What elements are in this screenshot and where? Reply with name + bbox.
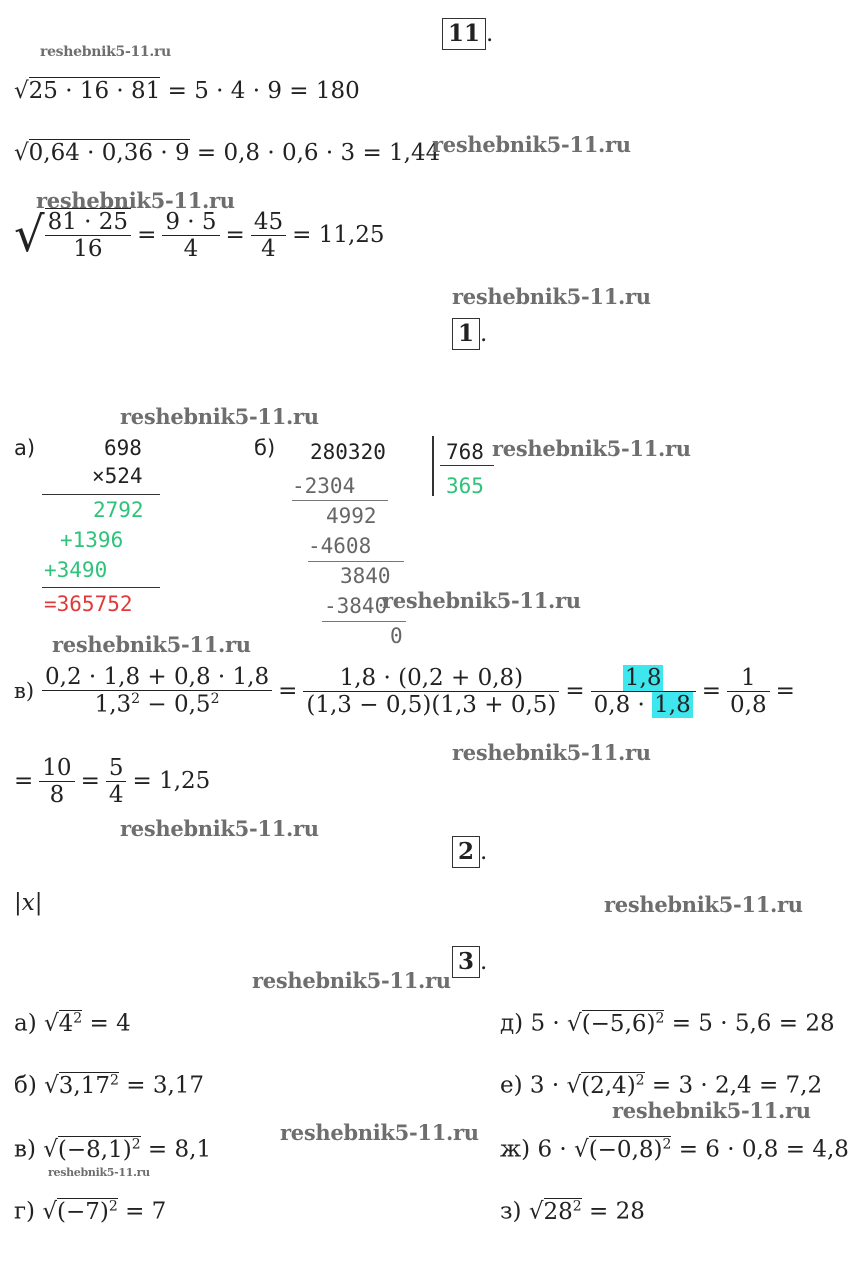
watermark: reshebnik5-11.ru xyxy=(382,588,581,613)
watermark: reshebnik5-11.ru xyxy=(492,436,691,461)
exponent: 2 xyxy=(572,1198,582,1214)
eq-11-1: √25 · 16 · 81 = 5 · 4 · 9 = 180 xyxy=(14,78,360,104)
equals-sign: = xyxy=(225,222,245,248)
item-radicand xyxy=(58,1136,141,1163)
watermark: reshebnik5-11.ru xyxy=(120,816,319,841)
part-v-line-2 xyxy=(14,746,210,816)
part-v-frac6 xyxy=(106,755,127,808)
frac-denominator: 0,8 xyxy=(730,691,767,718)
equals-sign: = xyxy=(137,222,157,248)
eq-11-2-radicand: 0,64 · 0,36 · 9 xyxy=(28,140,190,166)
item-letter: д) xyxy=(500,1010,524,1037)
mult-operand-1: 698 xyxy=(104,436,142,460)
item-result: = 3 · 2,4 = 7,2 xyxy=(651,1072,823,1099)
mult-line-2 xyxy=(42,587,160,588)
sec3-item-g xyxy=(14,1198,166,1225)
item-prefix: 3 · xyxy=(529,1072,567,1099)
mult-partial-2: +1396 xyxy=(60,528,124,552)
eq-11-3-result: = 11,25 xyxy=(292,222,385,248)
mult-line-1 xyxy=(42,494,160,495)
item-radicand xyxy=(581,1072,644,1099)
section-2-heading xyxy=(452,836,487,868)
radicand-base: (−8,1) xyxy=(57,1136,132,1163)
item-letter: ж) xyxy=(500,1136,531,1163)
exponent: 2 xyxy=(131,1136,141,1152)
frac-denominator: 8 xyxy=(49,781,65,808)
item-letter: а) xyxy=(14,1010,37,1037)
section-2-content: |x| xyxy=(14,890,43,916)
frac-denominator xyxy=(591,692,696,718)
division-dividend: 280320 xyxy=(310,440,386,464)
item-letter: в) xyxy=(14,1136,36,1163)
part-v-frac4 xyxy=(727,665,770,718)
division-bracket-vertical xyxy=(432,436,434,496)
frac-denominator xyxy=(42,691,272,718)
item-result: = 4 xyxy=(89,1010,131,1037)
part-v-result: = 1,25 xyxy=(132,768,211,794)
frac-denominator: 4 xyxy=(108,781,124,808)
radical-icon: √ xyxy=(528,1198,544,1225)
watermark: reshebnik5-11.ru xyxy=(432,132,631,157)
radical-icon: √ xyxy=(44,1010,59,1037)
frac-numerator xyxy=(591,665,696,692)
exponent: 2 xyxy=(110,1072,119,1088)
exponent: 2 xyxy=(655,1010,665,1026)
exponent: 2 xyxy=(131,691,141,708)
item-result: = 6 · 0,8 = 4,8 xyxy=(678,1136,849,1163)
part-a-letter: а) xyxy=(14,436,36,460)
item-letter: е) xyxy=(500,1072,523,1099)
part-v-frac5 xyxy=(39,755,74,808)
equals-sign: = xyxy=(80,768,100,794)
division-divisor: 768 xyxy=(446,440,484,464)
mult-partial-3: +3490 xyxy=(44,558,108,582)
part-b-letter: б) xyxy=(254,436,276,460)
radical-icon: √ xyxy=(14,207,45,263)
item-radicand xyxy=(59,1010,83,1037)
part-v-line-1 xyxy=(14,656,801,726)
frac-denominator: (1,3 − 0,5)(1,3 + 0,5) xyxy=(306,691,557,718)
eq-11-1-radicand: 25 · 16 · 81 xyxy=(28,78,161,104)
section-1-label: 1 xyxy=(452,318,480,350)
radical-icon: √ xyxy=(566,1072,582,1099)
equals-sign: = xyxy=(565,678,585,704)
item-result: = 8,1 xyxy=(147,1136,212,1163)
item-result: = 28 xyxy=(589,1198,645,1225)
item-radicand xyxy=(589,1136,672,1163)
sec3-item-b xyxy=(14,1072,204,1099)
section-2-label: 2 xyxy=(452,836,480,868)
eq-11-2: √0,64 · 0,36 · 9 = 0,8 · 0,6 · 3 = 1,44 xyxy=(14,140,441,166)
equals-sign: = xyxy=(278,678,298,704)
frac-numerator: 9 · 5 xyxy=(162,209,219,236)
watermark: reshebnik5-11.ru xyxy=(280,1120,479,1145)
radicand-base: (−7) xyxy=(57,1198,109,1225)
exponent: 2 xyxy=(662,1136,672,1152)
frac-denominator: 16 xyxy=(73,236,103,262)
section-1-heading xyxy=(452,318,487,350)
section-11-heading xyxy=(442,18,493,50)
section-3-dot: . xyxy=(480,949,488,975)
radicand-base: (−0,8) xyxy=(588,1136,663,1163)
item-letter: г) xyxy=(14,1198,36,1225)
part-v-frac1 xyxy=(42,664,272,718)
section-11-dot: . xyxy=(486,21,494,47)
exponent: 2 xyxy=(108,1198,118,1214)
section-11-label: 11 xyxy=(442,18,486,50)
frac-numerator: 45 xyxy=(251,209,286,236)
item-radicand xyxy=(59,1072,119,1099)
watermark: reshebnik5-11.ru xyxy=(36,188,235,213)
radical-icon: √ xyxy=(44,1072,59,1099)
den-term-2: − 0,5 xyxy=(140,691,211,718)
watermark: reshebnik5-11.ru xyxy=(52,632,251,657)
division-line xyxy=(322,621,406,622)
watermark: reshebnik5-11.ru xyxy=(452,740,651,765)
sec3-item-v xyxy=(14,1136,211,1163)
eq-11-1-result: = 5 · 4 · 9 = 180 xyxy=(167,78,360,104)
eq-11-2-result: = 0,8 · 0,6 · 3 = 1,44 xyxy=(196,140,441,166)
division-line xyxy=(308,561,404,562)
frac-numerator: 81 · 25 xyxy=(45,209,131,236)
watermark: reshebnik5-11.ru xyxy=(40,44,171,60)
den-term: 0,8 · xyxy=(593,691,653,718)
division-quotient: 365 xyxy=(446,474,484,498)
division-step: 3840 xyxy=(340,564,391,588)
item-letter: з) xyxy=(500,1198,522,1225)
den-term-1: 1,3 xyxy=(94,691,132,718)
section-1-dot: . xyxy=(480,321,488,347)
division-step: 4992 xyxy=(326,504,377,528)
frac-denominator: 4 xyxy=(261,235,276,262)
watermark: reshebnik5-11.ru xyxy=(48,1166,150,1179)
division-bracket-horizontal xyxy=(440,465,494,466)
mult-partial-1: 2792 xyxy=(93,498,144,522)
item-result: = 3,17 xyxy=(126,1072,205,1099)
frac-numerator: 5 xyxy=(106,755,127,782)
radical-icon: √ xyxy=(567,1010,582,1037)
item-prefix: 6 · xyxy=(537,1136,575,1163)
item-result: = 5 · 5,6 = 28 xyxy=(671,1010,835,1037)
frac-numerator: 0,2 · 1,8 + 0,8 · 1,8 xyxy=(42,664,272,691)
radicand-base: 3,17 xyxy=(58,1072,111,1099)
division-line xyxy=(292,500,388,501)
exponent: 2 xyxy=(210,691,220,708)
radicand-base: 4 xyxy=(58,1010,74,1037)
eq-11-3 xyxy=(14,208,385,262)
part-v-frac2 xyxy=(303,665,559,718)
radicand-base: 28 xyxy=(543,1198,573,1225)
sec3-item-d xyxy=(500,1010,835,1037)
equals-sign: = xyxy=(775,678,795,704)
item-letter: б) xyxy=(14,1072,37,1099)
watermark: reshebnik5-11.ru xyxy=(452,284,651,309)
watermark: reshebnik5-11.ru xyxy=(120,404,319,429)
frac-numerator: 1,8 · (0,2 + 0,8) xyxy=(303,665,559,692)
section-3-heading xyxy=(452,946,487,978)
division-step: 0 xyxy=(390,624,403,648)
eq-11-3-frac2 xyxy=(162,209,219,262)
equals-sign: = xyxy=(701,678,722,704)
watermark: reshebnik5-11.ru xyxy=(612,1098,811,1123)
radicand-base: (2,4) xyxy=(581,1072,636,1099)
highlighted-term: 1,8 xyxy=(624,664,662,691)
section-2-dot: . xyxy=(480,839,488,865)
eq-11-3-frac3 xyxy=(251,209,286,262)
mult-result: =365752 xyxy=(44,592,133,616)
sec3-item-a xyxy=(14,1010,131,1037)
sec3-item-zh xyxy=(500,1136,849,1163)
item-radicand xyxy=(544,1198,582,1225)
radical-icon: √ xyxy=(42,1198,57,1225)
division-step: -3840 xyxy=(324,594,388,618)
watermark: reshebnik5-11.ru xyxy=(252,968,451,993)
radical-icon: √ xyxy=(574,1136,589,1163)
frac-denominator: 4 xyxy=(183,235,199,262)
exponent: 2 xyxy=(635,1072,645,1088)
part-v-letter: в) xyxy=(14,679,35,703)
section-3-label: 3 xyxy=(452,946,480,978)
item-radicand xyxy=(582,1010,665,1037)
part-v-frac3 xyxy=(591,665,696,718)
item-radicand xyxy=(57,1198,118,1225)
eq-11-3-frac1 xyxy=(45,208,131,262)
division-step: -2304 xyxy=(292,474,356,498)
sec3-item-e xyxy=(500,1072,822,1099)
radical-icon: √ xyxy=(43,1136,58,1163)
frac-numerator: 10 xyxy=(39,755,74,782)
sec3-item-z xyxy=(500,1198,645,1225)
item-result: = 7 xyxy=(125,1198,167,1225)
equals-sign: = xyxy=(14,768,34,794)
highlighted-term: 1,8 xyxy=(654,691,691,718)
watermark: reshebnik5-11.ru xyxy=(604,892,803,917)
mult-operand-2: ×524 xyxy=(92,464,143,488)
item-prefix: 5 · xyxy=(530,1010,568,1037)
radicand-base: (−5,6) xyxy=(581,1010,656,1037)
exponent: 2 xyxy=(73,1010,83,1026)
frac-numerator: 1 xyxy=(727,665,770,692)
division-step: -4608 xyxy=(308,534,372,558)
